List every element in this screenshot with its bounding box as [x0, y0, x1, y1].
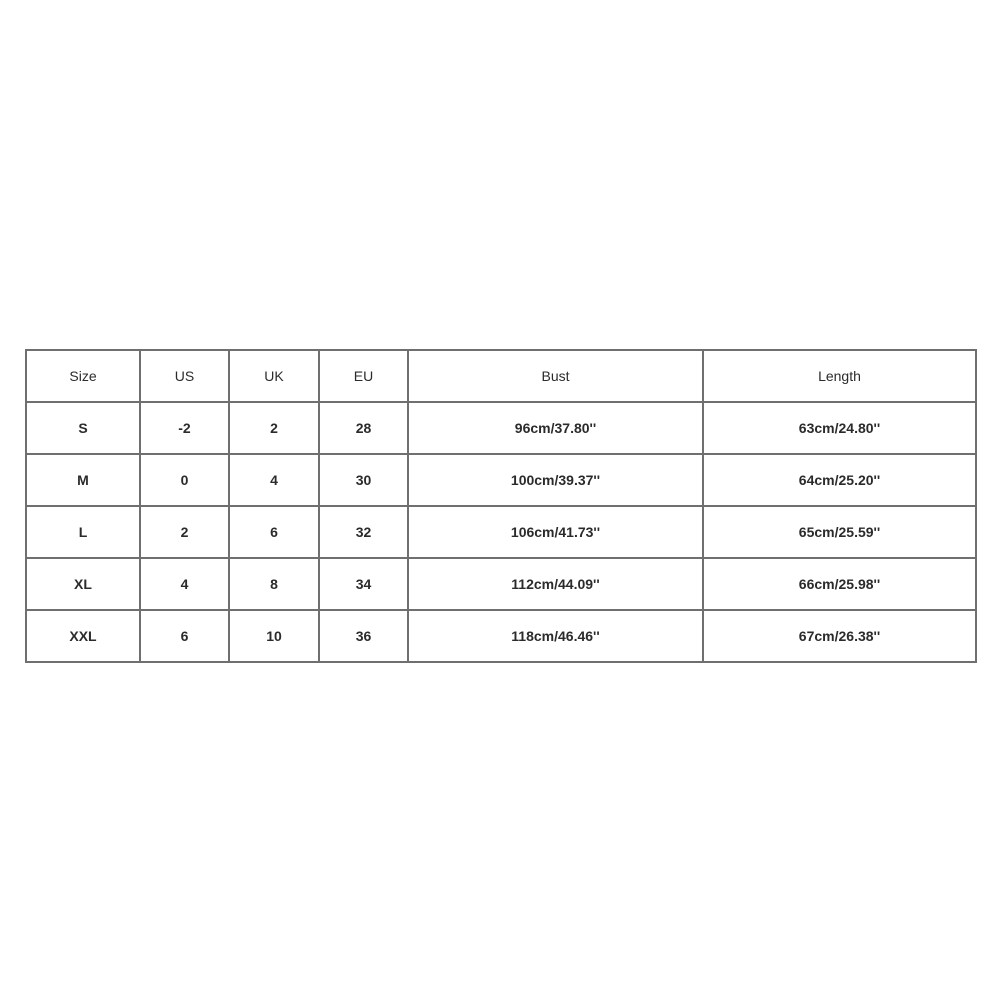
header-uk: UK — [229, 350, 319, 402]
cell-length: 65cm/25.59'' — [703, 506, 976, 558]
cell-uk: 2 — [229, 402, 319, 454]
cell-length: 64cm/25.20'' — [703, 454, 976, 506]
cell-bust: 106cm/41.73'' — [408, 506, 703, 558]
cell-eu: 32 — [319, 506, 408, 558]
cell-bust: 112cm/44.09'' — [408, 558, 703, 610]
header-size: Size — [26, 350, 140, 402]
cell-uk: 10 — [229, 610, 319, 662]
cell-uk: 8 — [229, 558, 319, 610]
header-eu: EU — [319, 350, 408, 402]
cell-bust: 96cm/37.80'' — [408, 402, 703, 454]
header-us: US — [140, 350, 229, 402]
cell-us: 2 — [140, 506, 229, 558]
table-header-row — [26, 350, 976, 402]
table-row — [26, 506, 976, 558]
cell-us: 4 — [140, 558, 229, 610]
cell-bust: 118cm/46.46'' — [408, 610, 703, 662]
cell-length: 66cm/25.98'' — [703, 558, 976, 610]
cell-eu: 28 — [319, 402, 408, 454]
cell-size: M — [26, 454, 140, 506]
cell-size: L — [26, 506, 140, 558]
header-bust: Bust — [408, 350, 703, 402]
cell-uk: 4 — [229, 454, 319, 506]
table-row — [26, 454, 976, 506]
header-length: Length — [703, 350, 976, 402]
cell-length: 67cm/26.38'' — [703, 610, 976, 662]
table-row — [26, 610, 976, 662]
cell-uk: 6 — [229, 506, 319, 558]
cell-eu: 30 — [319, 454, 408, 506]
cell-size: XL — [26, 558, 140, 610]
cell-us: -2 — [140, 402, 229, 454]
cell-us: 6 — [140, 610, 229, 662]
cell-eu: 34 — [319, 558, 408, 610]
cell-eu: 36 — [319, 610, 408, 662]
cell-bust: 100cm/39.37'' — [408, 454, 703, 506]
cell-length: 63cm/24.80'' — [703, 402, 976, 454]
cell-size: XXL — [26, 610, 140, 662]
size-chart-table — [25, 349, 977, 663]
table-row — [26, 558, 976, 610]
table-row — [26, 402, 976, 454]
cell-size: S — [26, 402, 140, 454]
cell-us: 0 — [140, 454, 229, 506]
